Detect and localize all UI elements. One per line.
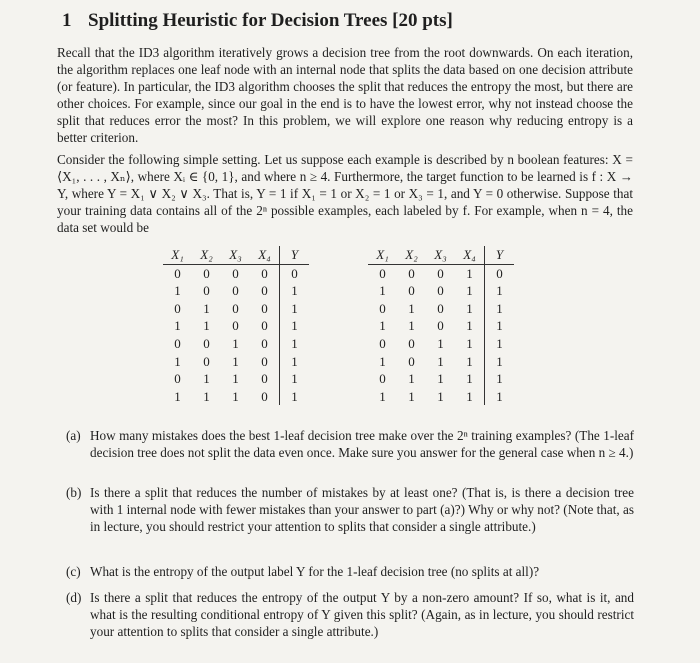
table-row <box>163 353 309 371</box>
table-cell: 0 <box>408 353 415 369</box>
table-row <box>368 317 514 335</box>
table-cell: 1 <box>174 318 181 334</box>
table-cell: 0 <box>485 264 515 282</box>
table-cell: 1 <box>203 318 210 334</box>
table-cell: 1 <box>203 371 210 387</box>
table-cell: 1 <box>280 317 310 335</box>
question-b <box>66 484 634 535</box>
header-y: Y <box>485 246 515 264</box>
table-cell: 1 <box>485 335 515 353</box>
table-cell: 0 <box>174 265 181 281</box>
table-row <box>368 264 514 282</box>
table-cell: 0 <box>437 265 444 281</box>
table-cell: 1 <box>379 353 386 369</box>
table-cell: 1 <box>280 370 310 388</box>
table-cell: 1 <box>379 388 386 404</box>
table-cell: 1 <box>437 371 444 387</box>
truth-table-left-body <box>163 264 309 405</box>
table-header-row <box>368 246 514 264</box>
table-cell: 0 <box>261 335 268 351</box>
table-cell: 0 <box>174 371 181 387</box>
table-row <box>163 300 309 318</box>
table-cell: 0 <box>261 388 268 404</box>
table-cell: 0 <box>379 335 386 351</box>
table-row <box>163 264 309 282</box>
table-cell: 1 <box>280 300 310 318</box>
table-cell: 0 <box>261 353 268 369</box>
table-cell: 1 <box>232 388 239 404</box>
table-cell: 1 <box>379 318 386 334</box>
table-cell: 1 <box>466 371 473 387</box>
table-row <box>163 317 309 335</box>
table-cell: 1 <box>466 353 473 369</box>
table-cell: 0 <box>437 283 444 299</box>
table-cell: 1 <box>408 300 415 316</box>
table-cell: 1 <box>485 353 515 371</box>
header-y: Y <box>280 246 310 264</box>
table-cell: 0 <box>408 283 415 299</box>
table-row <box>163 335 309 353</box>
header-x1: X₁ <box>163 246 192 264</box>
table-cell: 0 <box>261 300 268 316</box>
table-cell: 1 <box>485 370 515 388</box>
table-cell: 0 <box>203 283 210 299</box>
table-cell: 1 <box>203 388 210 404</box>
table-header-row <box>163 246 309 264</box>
table-cell: 1 <box>280 335 310 353</box>
table-cell: 1 <box>379 283 386 299</box>
section-number: 1 <box>62 10 72 31</box>
table-cell: 0 <box>408 335 415 351</box>
table-cell: 0 <box>261 318 268 334</box>
table-cell: 1 <box>466 388 473 404</box>
table-cell: 0 <box>203 265 210 281</box>
table-cell: 0 <box>261 283 268 299</box>
table-cell: 1 <box>437 335 444 351</box>
question-text: How many mistakes does the best 1-leaf decision tree make over the 2ⁿ training examples? (The 1-leaf decision tree does not split the data even once. Make sure you answer for the general case when n ≥ 4.) <box>90 428 634 460</box>
table-cell: 1 <box>437 353 444 369</box>
table-cell: 0 <box>280 264 310 282</box>
table-row <box>368 388 514 406</box>
intro-paragraph: Recall that the ID3 algorithm iteratively grows a decision tree from the root downwards. On each iteration, the algorithm replaces one leaf node with an internal node that splits the data based on one decision attribute (or feature). In particular, the ID3 algorithm chooses the split that reduces the entropy the most, but there are other choices. For example, since our goal in the end is to have the lowest error, why not instead choose the split that reduces error the most? In this problem, we will explore one reason why reducing entropy is a better criterion. <box>57 45 633 145</box>
table-row <box>368 282 514 300</box>
table-cell: 1 <box>408 318 415 334</box>
section-heading <box>62 10 453 32</box>
table-cell: 1 <box>466 283 473 299</box>
setting-paragraph: Consider the following simple setting. Let us suppose each example is described by n boolean features: X = ⟨X₁, . . . , Xₙ⟩, where Xᵢ ∈ {0, 1}, and where n ≥ 4. Furthermore, the target function to be learned is f : X → Y, where Y = X₁ ∨ X₂ ∨ X₃. That is, Y = 1 if X₁ = 1 or X₂ = 1 or X₃ = 1, and Y = 0 otherwise. Suppose that your training data contains all of the 2ⁿ possible examples, each labeled by f. For example, when n = 4, the data set would be <box>57 152 633 235</box>
table-cell: 1 <box>466 300 473 316</box>
table-cell: 0 <box>174 335 181 351</box>
table-cell: 1 <box>466 265 473 281</box>
question-text: Is there a split that reduces the number of mistakes by at least one? (That is, is there a decision tree with 1 internal node with fewer mistakes than your answer to part (a)?) Why or why not? (Note that, as in lecture, you should restrict your attention to splits that consider a single attribute.) <box>90 485 634 534</box>
table-cell: 0 <box>232 318 239 334</box>
table-cell: 0 <box>203 353 210 369</box>
table-row <box>368 370 514 388</box>
table-cell: 1 <box>408 388 415 404</box>
table-row <box>163 388 309 406</box>
question-text: Is there a split that reduces the entropy of the output Y by a non-zero amount? If so, what is it, and what is the resulting conditional entropy of Y given this split? (Again, as in lecture, you should restrict your attention to splits that consider a single attribute.) <box>90 590 634 639</box>
question-d <box>66 589 634 640</box>
table-cell: 1 <box>280 282 310 300</box>
table-row <box>368 300 514 318</box>
header-x2: X₂ <box>192 246 221 264</box>
table-cell: 0 <box>379 371 386 387</box>
table-cell: 0 <box>437 300 444 316</box>
table-cell: 1 <box>174 353 181 369</box>
table-cell: 1 <box>203 300 210 316</box>
table-row <box>163 370 309 388</box>
table-cell: 1 <box>437 388 444 404</box>
table-cell: 1 <box>232 353 239 369</box>
table-cell: 0 <box>261 265 268 281</box>
table-cell: 0 <box>232 283 239 299</box>
truth-table-left <box>163 246 309 405</box>
table-cell: 1 <box>485 317 515 335</box>
table-row <box>368 335 514 353</box>
header-x4: X₄ <box>250 246 280 264</box>
table-cell: 1 <box>408 371 415 387</box>
question-a <box>66 427 634 461</box>
question-text: What is the entropy of the output label Y for the 1-leaf decision tree (no splits at all)? <box>90 564 540 579</box>
header-x3: X₃ <box>426 246 455 264</box>
question-c <box>66 563 634 580</box>
section-title: Splitting Heuristic for Decision Trees [20 pts] <box>88 10 453 31</box>
table-cell: 1 <box>174 283 181 299</box>
table-row <box>368 353 514 371</box>
header-x2: X₂ <box>397 246 426 264</box>
table-cell: 1 <box>485 300 515 318</box>
table-cell: 0 <box>379 300 386 316</box>
table-cell: 0 <box>437 318 444 334</box>
table-cell: 0 <box>203 335 210 351</box>
table-cell: 1 <box>280 388 310 406</box>
table-cell: 0 <box>379 265 386 281</box>
table-cell: 1 <box>466 318 473 334</box>
table-cell: 0 <box>232 265 239 281</box>
header-x3: X₃ <box>221 246 250 264</box>
question-label: (b) <box>66 485 82 500</box>
table-cell: 1 <box>280 353 310 371</box>
table-cell: 1 <box>485 388 515 406</box>
table-cell: 0 <box>174 300 181 316</box>
table-cell: 1 <box>466 335 473 351</box>
question-label: (d) <box>66 590 82 605</box>
table-cell: 1 <box>232 335 239 351</box>
table-cell: 0 <box>232 300 239 316</box>
question-label: (a) <box>66 428 81 443</box>
table-cell: 0 <box>261 371 268 387</box>
truth-table-right <box>368 246 514 405</box>
table-row <box>163 282 309 300</box>
header-x1: X₁ <box>368 246 397 264</box>
question-label: (c) <box>66 564 81 579</box>
table-cell: 0 <box>408 265 415 281</box>
table-cell: 1 <box>232 371 239 387</box>
table-cell: 1 <box>174 388 181 404</box>
truth-table-right-body <box>368 264 514 405</box>
header-x4: X₄ <box>455 246 485 264</box>
table-cell: 1 <box>485 282 515 300</box>
